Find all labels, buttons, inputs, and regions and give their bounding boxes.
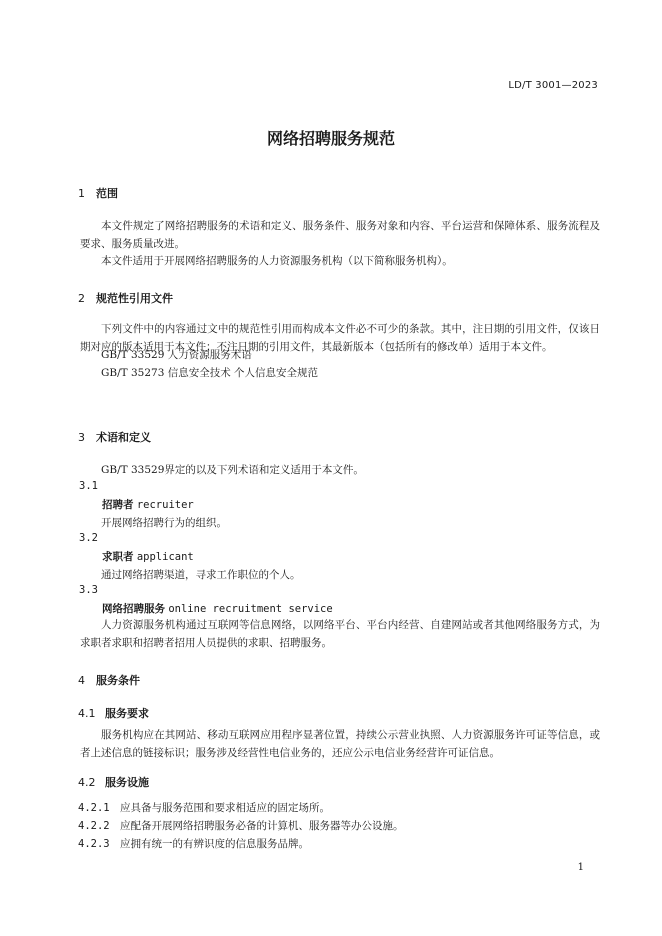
subsection-4-1-paragraph: 服务机构应在其网站、移动互联网应用程序显著位置，持续公示营业执照、人力资源服务许可证等信息，或者上述信息的链接标识；服务涉及经营性电信业务的，还应公示电信业务经营许可证信息。 (80, 729, 600, 759)
term-english: recruiter (136, 499, 194, 511)
reference-item: GB/T 33529 人力资源服务术语 (101, 349, 252, 361)
section-3-heading (78, 429, 151, 445)
clause-text: 应配备开展网络招聘服务必备的计算机、服务器等办公设施。 (120, 820, 404, 832)
section-2-heading (78, 290, 173, 306)
term-chinese: 网络招聘服务 (102, 603, 165, 615)
section-1-heading (78, 185, 118, 201)
term-number: 3.2 (79, 532, 98, 544)
subsection-title: 服务设施 (105, 776, 149, 789)
section-title: 术语和定义 (96, 431, 151, 444)
section-number: 4 (78, 674, 85, 687)
subsection-number: 4.1 (78, 707, 96, 720)
term-english: applicant (136, 551, 194, 563)
clause-number: 4.2.1 (78, 802, 110, 814)
clause-item (78, 818, 404, 833)
document-code: LD/T 3001—2023 (508, 80, 598, 91)
section-title: 范围 (96, 187, 118, 200)
term-chinese: 求职者 (102, 551, 134, 563)
term-definition: 人力资源服务机构通过互联网等信息网络，以网络平台、平台内经营、自建网站或者其他网络服务方式，为求职者求职和招聘者招用人员提供的求职、招聘服务。 (80, 619, 600, 649)
clause-number: 4.2.3 (78, 838, 110, 850)
term-definition: 开展网络招聘行为的组织。 (101, 517, 227, 529)
subsection-number: 4.2 (78, 776, 96, 789)
term-english: online recruitment service (168, 603, 333, 615)
term-number: 3.3 (79, 584, 98, 596)
term-chinese: 招聘者 (102, 499, 134, 511)
term-heading (102, 497, 194, 512)
term-number: 3.1 (79, 480, 98, 492)
section-title: 规范性引用文件 (96, 292, 173, 305)
subsection-4-1-heading (78, 705, 149, 721)
term-heading (102, 601, 333, 616)
section-1-paragraph-1: 本文件规定了网络招聘服务的术语和定义、服务条件、服务对象和内容、平台运营和保障体系、服务流程及要求、服务质量改进。 (80, 220, 600, 250)
clause-item (78, 836, 309, 851)
section-2-paragraph: 下列文件中的内容通过文中的规范性引用而构成本文件必不可少的条款。其中，注日期的引用文件，仅该日期对应的版本适用于本文件；不注日期的引用文件，其最新版本（包括所有的修改单）适用于本文件。 (80, 323, 600, 353)
clause-number: 4.2.2 (78, 820, 110, 832)
term-heading (102, 549, 194, 564)
document-title: 网络招聘服务规范 (266, 129, 395, 148)
page-number: 1 (577, 862, 584, 873)
subsection-4-2-heading (78, 774, 149, 790)
section-4-heading (78, 672, 140, 688)
clause-text: 应具备与服务范围和要求相适应的固定场所。 (120, 802, 330, 814)
clause-item (78, 800, 330, 815)
section-number: 2 (78, 292, 85, 305)
reference-item: GB/T 35273 信息安全技术 个人信息安全规范 (101, 367, 319, 379)
clause-text: 应拥有统一的有辨识度的信息服务品牌。 (120, 838, 309, 850)
section-number: 1 (78, 187, 85, 200)
section-title: 服务条件 (96, 674, 140, 687)
section-1-paragraph-2: 本文件适用于开展网络招聘服务的人力资源服务机构（以下简称服务机构）。 (101, 255, 453, 267)
term-definition: 通过网络招聘渠道，寻求工作职位的个人。 (101, 569, 301, 581)
section-3-intro: GB/T 33529界定的以及下列术语和定义适用于本文件。 (101, 464, 364, 476)
section-number: 3 (78, 431, 85, 444)
subsection-title: 服务要求 (105, 707, 149, 720)
